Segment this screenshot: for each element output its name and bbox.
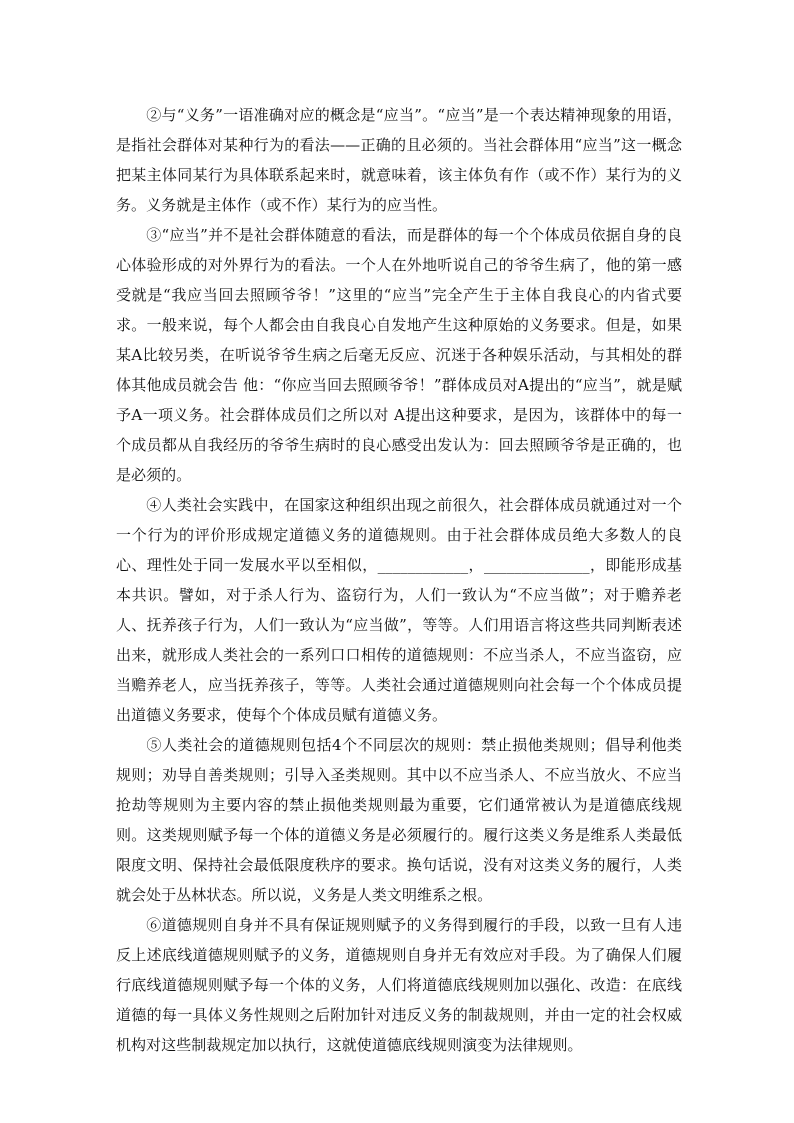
paragraph-5-text: ⑤人类社会的道德规则包括4个不同层次的规则：禁止损他类规则；倡导利他类规则；劝导自善类规则；引导入圣类规则。其中以不应当杀人、不应当放火、不应当抢劫等规则为主要内容的禁止损他类规则最为重要，它们通常被认为是道德底线规则。这类规则赋予每一个体的道德义务是必须履行的。履行这类义务是维系人类最低限度文明、保持社会最低限度秩序的要求。换句话说，没有对这类义务的履行，人类就会处于丛林状态。所以说，义务是人类文明维系之根。 bbox=[116, 736, 682, 904]
paragraph-3 bbox=[116, 220, 682, 490]
paragraph-2 bbox=[116, 100, 682, 220]
paragraph-5 bbox=[116, 730, 682, 910]
paragraph-4 bbox=[116, 490, 682, 730]
document-page bbox=[116, 100, 682, 1060]
paragraph-6-text: ⑥道德规则自身并不具有保证规则赋予的义务得到履行的手段，以致一旦有人违反上述底线道德规则赋予的义务，道德规则自身并无有效应对手段。为了确保人们履行底线道德规则赋予每一个体的义务，人们将道德底线规则加以强化、改造：在底线道德的每一具体义务性规则之后附加针对违反义务的制裁规则，并由一定的社会权威机构对这些制裁规定加以执行，这就使道德底线规则演变为法律规则。 bbox=[116, 916, 682, 1054]
paragraph-6 bbox=[116, 910, 682, 1060]
paragraph-2-text: ②与“义务”一语准确对应的概念是“应当”。“应当”是一个表达精神现象的用语，是指社会群体对某种行为的看法——正确的且必须的。当社会群体用“应当”这一概念把某主体同某行为具体联系起来时，就意味着，该主体负有作（或不作）某行为的义务。义务就是主体作（或不作）某行为的应当性。 bbox=[116, 106, 682, 214]
paragraph-4-text: ④人类社会实践中，在国家这种组织出现之前很久，社会群体成员就通过对一个一个行为的评价形成规定道德义务的道德规则。由于社会群体成员绝大多数人的良心、理性处于同一发展水平以至相似，____________，______________，即能形成基本共识。譬如，对于杀人行为、盗窃行为，人们一致认为“不应当做”；对于赡养老人、抚养孩子行为，人们一致认为“应当做”，等等。人们用语言将这些共同判断表述出来，就形成人类社会的一系列口口相传的道德规则：不应当杀人，不应当盗窃，应当赡养老人，应当抚养孩子，等等。人类社会通过道德规则向社会每一个个体成员提出道德义务要求，使每个个体成员赋有道德义务。 bbox=[116, 496, 682, 724]
paragraph-3-text: ③“应当”并不是社会群体随意的看法，而是群体的每一个个体成员依据自身的良心体验形成的对外界行为的看法。一个人在外地听说自己的爷爷生病了，他的第一感受就是“我应当回去照顾爷爷！”这里的“应当”完全产生于主体自我良心的内省式要求。一般来说，每个人都会由自我良心自发地产生这种原始的义务要求。但是，如果某A比较另类，在听说爷爷生病之后毫无反应、沉迷于各种娱乐活动，与其相处的群体其他成员就会告 他：“你应当回去照顾爷爷！”群体成员对A提出的“应当”，就是赋予A一项义务。社会群体成员们之所以对 A提出这种要求，是因为，该群体中的每一个成员都从自我经历的爷爷生病时的良心感受出发认为：回去照顾爷爷是正确的，也是必须的。 bbox=[116, 226, 682, 484]
